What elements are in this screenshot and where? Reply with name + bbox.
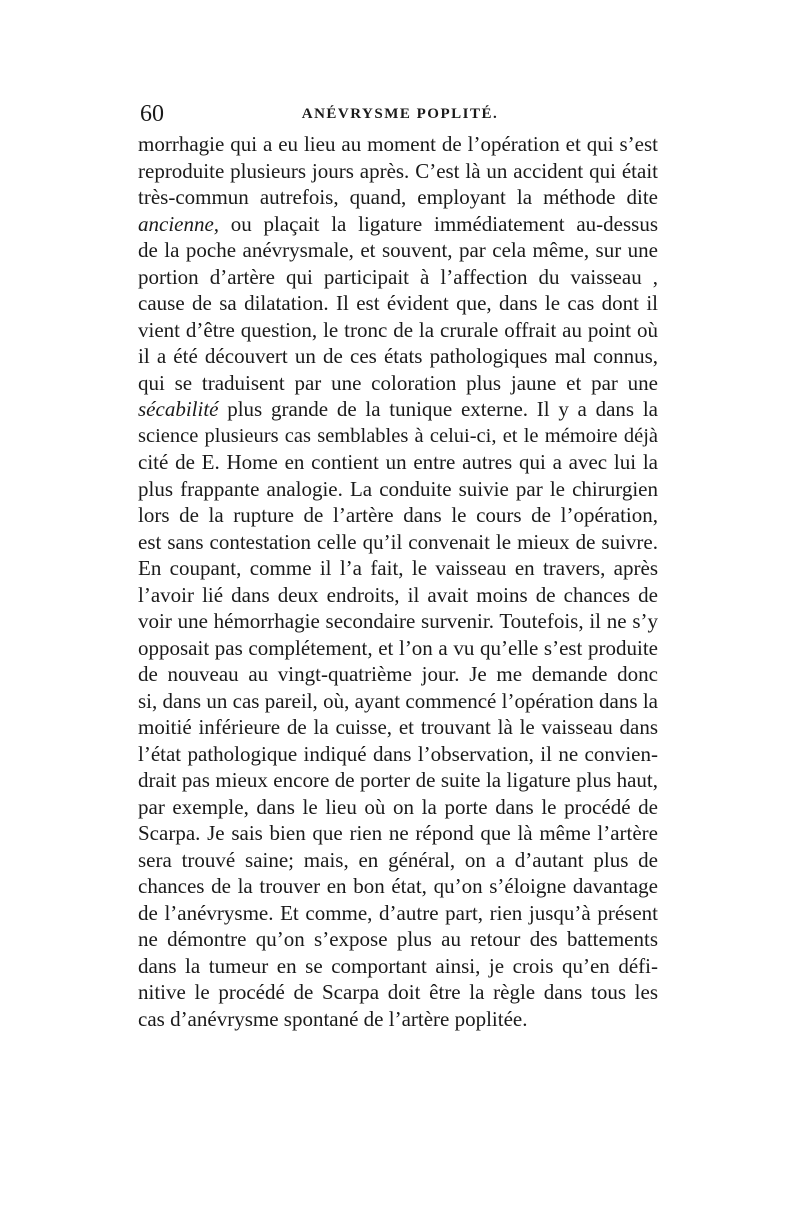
text-line <box>138 1006 658 1033</box>
text-line <box>138 688 658 715</box>
text-segment: vient d’être question, le tronc de la crurale offrait au point où <box>138 317 658 342</box>
text-segment: il a été découvert un de ces états pathologiques mal connus, <box>138 344 658 368</box>
italic-term: ancienne, <box>138 211 220 236</box>
text-line <box>138 529 658 556</box>
text-line <box>138 211 658 238</box>
text-segment: sera trouvé saine; mais, en général, on a d’autant plus de <box>138 847 658 872</box>
text-segment: si, dans un cas pareil, où, ayant commencé l’opération dans la <box>138 688 658 713</box>
page-header <box>140 100 660 128</box>
text-line <box>138 317 658 344</box>
text-line <box>138 290 658 317</box>
text-line <box>138 926 658 953</box>
running-title: ANÉVRYSME POPLITÉ. <box>301 106 499 122</box>
text-line <box>138 264 658 291</box>
page-number: 60 <box>140 101 164 127</box>
text-segment: l’état pathologique indiqué dans l’observation, il ne convien- <box>138 741 658 766</box>
text-segment: est sans contestation celle qu’il convenait le mieux de suivre. <box>138 529 658 554</box>
text-line <box>138 237 658 264</box>
text-line <box>138 847 658 874</box>
body-text <box>138 131 658 1032</box>
text-line <box>138 635 658 662</box>
text-segment: chances de la trouver en bon état, qu’on s’éloigne davantage <box>138 874 658 898</box>
text-line <box>138 608 658 635</box>
text-segment: très-commun autrefois, quand, employant la méthode dite <box>138 185 658 209</box>
text-line <box>138 979 658 1006</box>
text-line <box>138 794 658 821</box>
text-segment: ne démontre qu’on s’expose plus au retour des battements <box>138 927 658 951</box>
text-segment: plus frappante analogie. La conduite suivie par le chirurgien <box>138 476 658 501</box>
text-line <box>138 158 658 185</box>
text-segment: morrhagie qui a eu lieu au moment de l’opération et qui s’est <box>138 132 658 156</box>
text-segment: de nouveau au vingt-quatrième jour. Je me demande donc <box>138 662 658 686</box>
text-line <box>138 582 658 609</box>
text-segment: opposait pas complétement, et l’on a vu qu’elle s’est produite <box>138 635 658 660</box>
text-line <box>138 555 658 582</box>
text-line <box>138 502 658 529</box>
text-line <box>138 873 658 900</box>
text-line <box>138 370 658 397</box>
text-segment: dans la tumeur en se comportant ainsi, je crois qu’en défi- <box>138 953 658 978</box>
text-segment: de la poche anévrysmale, et souvent, par cela même, sur une <box>138 238 658 262</box>
text-segment: l’avoir lié dans deux endroits, il avait moins de chances de <box>138 582 658 607</box>
text-line <box>138 741 658 768</box>
text-line <box>138 423 658 450</box>
text-line <box>138 767 658 794</box>
text-line <box>138 449 658 476</box>
text-segment: cité de E. Home en contient un entre autres qui a avec lui la <box>138 450 658 474</box>
text-segment: moitié inférieure de la cuisse, et trouvant là le vaisseau dans <box>138 715 658 739</box>
text-segment: cause de sa dilatation. Il est évident que, dans le cas dont il <box>138 291 658 315</box>
text-segment: de l’anévrysme. Et comme, d’autre part, rien jusqu’à présent <box>138 900 658 925</box>
text-line <box>138 900 658 927</box>
text-line <box>138 714 658 741</box>
text-segment: science plusieurs cas semblables à celui-ci, et le mémoire déjà <box>138 424 658 447</box>
text-segment: plus grande de la tunique externe. Il y a dans la <box>218 397 658 421</box>
text-segment: qui se traduisent par une coloration plus jaune et par une <box>138 370 658 395</box>
text-line <box>138 396 658 423</box>
text-line <box>138 476 658 503</box>
text-segment: Scarpa. Je sais bien que rien ne répond que là même l’artère <box>138 821 658 845</box>
text-segment: portion d’artère qui participait à l’affection du vaisseau , <box>138 264 658 289</box>
text-segment: voir une hémorrhagie secondaire survenir. Toutefois, il ne s’y <box>138 609 658 633</box>
text-segment: En coupant, comme il l’a fait, le vaisseau en travers, après <box>138 556 658 580</box>
text-line <box>138 820 658 847</box>
text-segment: ou plaçait la ligature immédiatement au-dessus <box>219 211 658 236</box>
text-segment: reproduite plusieurs jours après. C’est là un accident qui était <box>138 158 658 183</box>
text-segment: cas d’anévrysme spontané de l’artère poplitée. <box>138 1006 528 1031</box>
text-line <box>138 343 658 370</box>
text-line <box>138 184 658 211</box>
text-line <box>138 661 658 688</box>
text-line <box>138 131 658 158</box>
text-segment: drait pas mieux encore de porter de suite la ligature plus haut, <box>138 768 658 792</box>
italic-term: sécabilité <box>138 397 219 421</box>
text-segment: par exemple, dans le lieu où on la porte dans le procédé de <box>138 794 658 819</box>
text-segment: lors de la rupture de l’artère dans le cours de l’opération, <box>138 503 658 527</box>
text-line <box>138 953 658 980</box>
text-segment: nitive le procédé de Scarpa doit être la règle dans tous les <box>138 980 658 1004</box>
